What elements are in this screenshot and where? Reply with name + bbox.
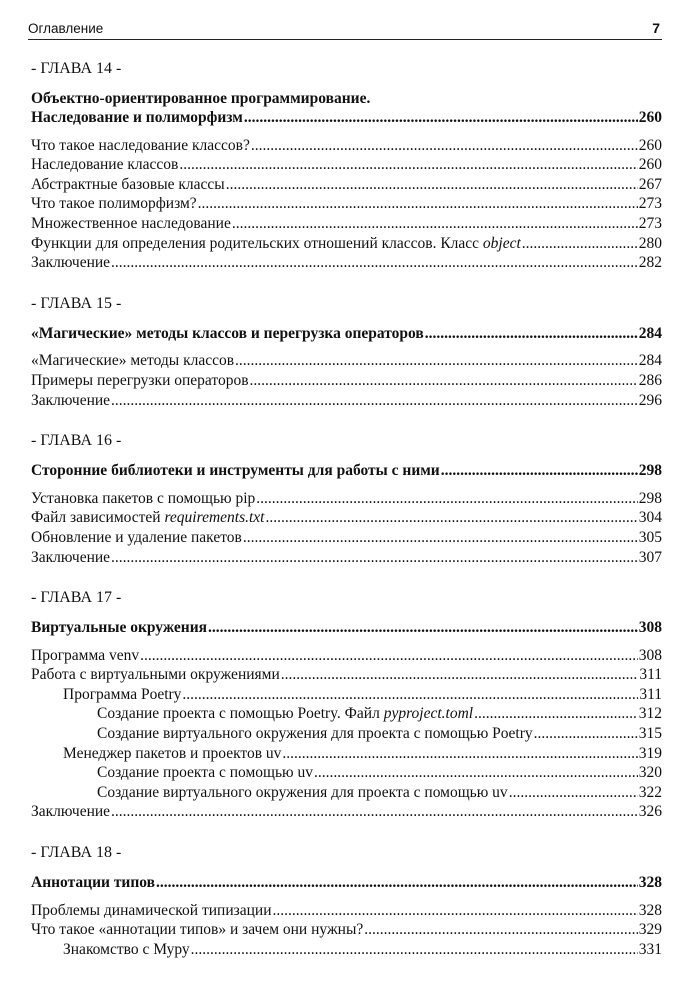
page-ref: 308	[638, 646, 662, 664]
toc-subsubentry[interactable]: Создание виртуального окружения для проекта с помощью Poetry ..... 315	[31, 724, 662, 744]
page-ref: 322	[638, 783, 662, 801]
toc-subsubentry[interactable]: Создание проекта с помощью uv ..... 320	[31, 763, 662, 783]
chapter-title-entry[interactable]: «Магические» методы классов и перегрузка операторов ..... 284	[31, 324, 662, 344]
toc-entry[interactable]: Функции для определения родительских отношений классов. Класс object ..... 280	[31, 234, 662, 254]
page-ref: 273	[638, 214, 662, 232]
page-ref: 315	[638, 725, 662, 743]
page-ref: 298	[638, 462, 662, 480]
page-ref: 312	[638, 705, 662, 723]
page-ref: 260	[638, 136, 662, 154]
page-ref: 319	[638, 744, 662, 762]
toc-entry[interactable]: Заключение ..... 296	[31, 391, 662, 411]
chapter-15	[31, 294, 662, 410]
italic-term: pyproject.toml	[383, 705, 474, 723]
chapter-title-entry[interactable]: Виртуальные окружения ..... 308	[31, 618, 662, 638]
page-ref: 311	[639, 666, 662, 684]
chapter-label: - ГЛАВА 14 -	[31, 60, 122, 77]
chapter-title-entry[interactable]: Аннотации типов ..... 328	[31, 873, 662, 893]
page-ref: 305	[638, 528, 662, 546]
page-ref: 260	[638, 109, 662, 126]
toc-entry[interactable]: Примеры перегрузки операторов ..... 286	[31, 371, 662, 391]
toc-entry[interactable]: Обновление и удаление пакетов ..... 305	[31, 528, 662, 548]
toc-entry[interactable]: Заключение ..... 282	[31, 253, 662, 273]
header-title: Оглавление	[28, 21, 104, 36]
page-ref: 326	[638, 803, 662, 821]
toc-entry[interactable]: Наследование классов ..... 260	[31, 155, 662, 175]
chapter-18	[31, 843, 662, 959]
italic-term: requirements.txt	[164, 509, 265, 527]
toc-entry[interactable]: Работа с виртуальными окружениями ..... 311	[31, 665, 662, 685]
toc-entry[interactable]: Установка пакетов с помощью pip ..... 298	[31, 489, 662, 509]
page-ref: 308	[638, 619, 662, 637]
chapter-label: - ГЛАВА 15 -	[31, 294, 122, 312]
toc-subentry[interactable]: Менеджер пакетов и проектов uv ..... 319	[31, 744, 662, 764]
toc-subentry[interactable]: Знакомство с Муру ..... 331	[31, 940, 662, 960]
toc-subsubentry[interactable]: Создание проекта с помощью Poetry. Файл pyproject.toml ..... 312	[31, 704, 662, 724]
page-ref: 304	[638, 509, 662, 527]
toc-entry[interactable]: «Магические» методы классов ..... 284	[31, 351, 662, 371]
toc-entry[interactable]: Заключение ..... 307	[31, 548, 662, 568]
toc-entry[interactable]: Проблемы динамической типизации ..... 328	[31, 901, 662, 921]
page-ref: 331	[638, 940, 662, 958]
toc-entry[interactable]: Множественное наследование ..... 273	[31, 214, 662, 234]
page-ref: 284	[638, 324, 662, 342]
toc-entry[interactable]: Программа venv ..... 308	[31, 646, 662, 666]
toc-entry[interactable]: Что такое наследование классов? ..... 260	[31, 136, 662, 156]
toc-entry[interactable]: Заключение ..... 326	[31, 802, 662, 822]
page-ref: 273	[638, 195, 662, 213]
page-ref: 267	[638, 175, 662, 193]
page-number: 7	[652, 20, 660, 36]
page-ref: 311	[639, 685, 662, 703]
page-ref: 328	[638, 901, 662, 919]
page-ref: 307	[638, 548, 662, 566]
running-header	[28, 21, 662, 40]
page-ref: 298	[638, 489, 662, 507]
chapter-14	[31, 59, 662, 273]
chapter-16	[31, 431, 662, 567]
chapter-17	[31, 588, 662, 822]
page-ref: 329	[638, 921, 662, 939]
page-ref: 296	[638, 391, 662, 409]
toc-subsubentry[interactable]: Создание виртуального окружения для проекта с помощью uv ..... 322	[31, 783, 662, 803]
page-ref: 320	[638, 764, 662, 782]
page-ref: 282	[638, 254, 662, 272]
chapter-label: - ГЛАВА 18 -	[31, 844, 122, 862]
page-ref: 284	[638, 352, 662, 370]
chapter-title-line: Объектно-ориентированное программирование.	[31, 90, 371, 107]
toc-subentry[interactable]: Программа Poetry ..... 311	[31, 685, 662, 705]
chapter-label: - ГЛАВА 16 -	[31, 432, 122, 450]
chapter-label: - ГЛАВА 17 -	[31, 589, 122, 607]
chapter-title-entry[interactable]: Наследование и полиморфизм ..... 260	[31, 108, 662, 128]
toc-entry[interactable]: Абстрактные базовые классы ..... 267	[31, 175, 662, 195]
toc-content	[31, 59, 662, 959]
chapter-title-entry[interactable]: Сторонние библиотеки и инструменты для работы с ними ..... 298	[31, 461, 662, 481]
italic-term: object	[482, 234, 521, 252]
page-ref: 260	[638, 156, 662, 174]
page-ref: 328	[638, 874, 662, 892]
toc-entry[interactable]: Файл зависимостей requirements.txt ..... 304	[31, 508, 662, 528]
page-ref: 286	[638, 371, 662, 389]
page-ref: 280	[638, 234, 662, 252]
toc-entry[interactable]: Что такое «аннотации типов» и зачем они нужны? ..... 329	[31, 920, 662, 940]
toc-entry[interactable]: Что такое полиморфизм? ..... 273	[31, 194, 662, 214]
